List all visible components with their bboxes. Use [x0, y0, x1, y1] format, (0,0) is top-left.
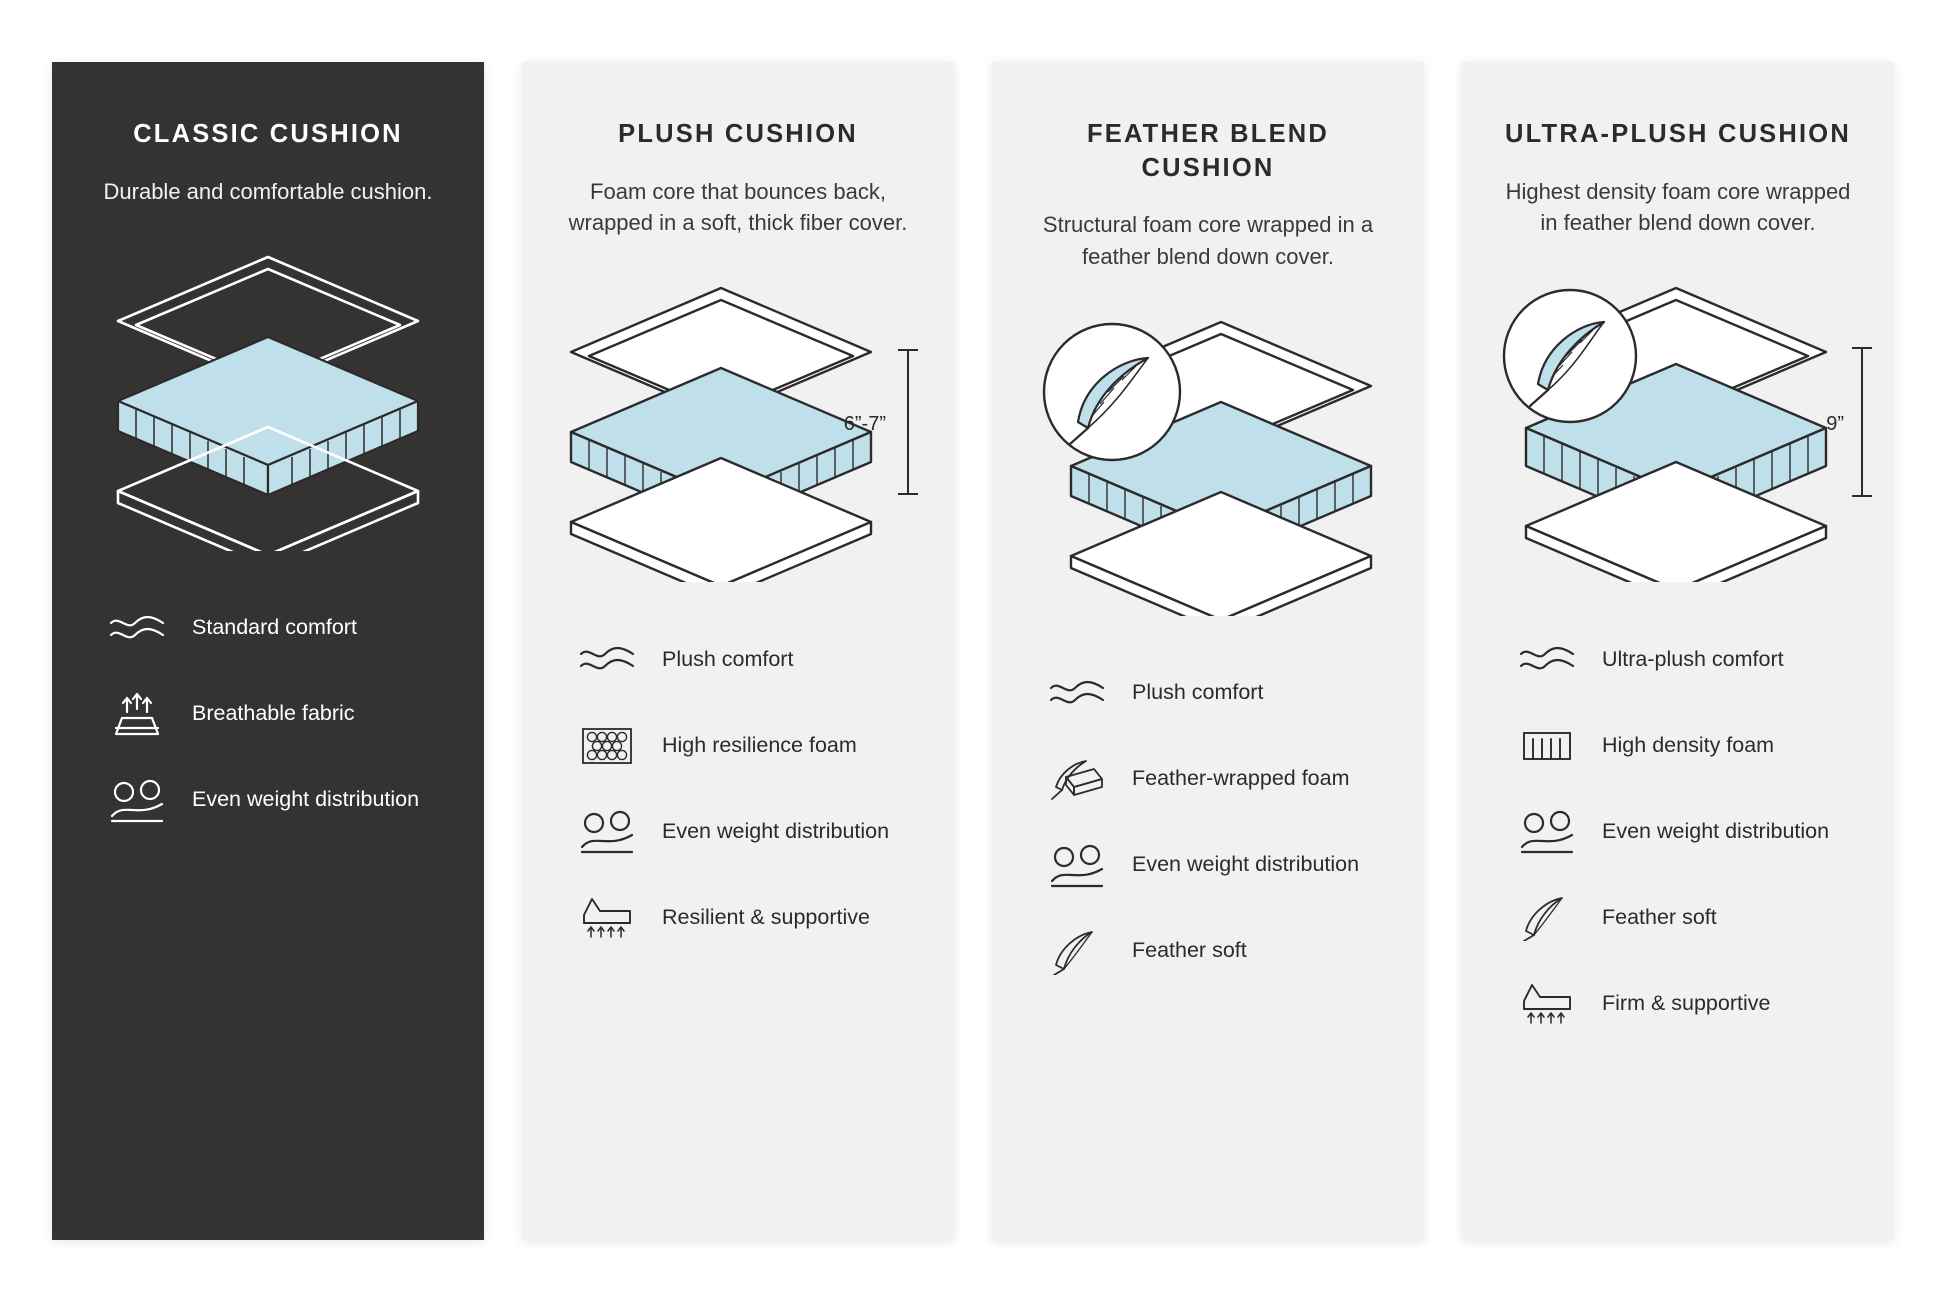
card-title: CLASSIC CUSHION — [133, 120, 403, 148]
cushion-illustration-feather-blend — [1026, 306, 1390, 636]
card-description: Structural foam core wrapped in a feather blend down cover. — [1042, 212, 1374, 269]
card-feather-blend-cushion[interactable] — [992, 62, 1424, 1240]
feature-item — [1048, 834, 1382, 896]
feature-item — [1518, 714, 1852, 776]
card-description: Durable and comfortable cushion. — [103, 178, 433, 204]
features-list — [1026, 662, 1390, 982]
feature-label: Plush comfort — [1132, 680, 1264, 705]
wave-icon — [1518, 634, 1580, 684]
cushion-illustration-classic — [86, 241, 450, 571]
cushion-illustration-plush — [556, 272, 920, 602]
supportive-chair-icon — [1518, 978, 1580, 1028]
feature-item — [1518, 886, 1852, 948]
feature-item — [1048, 748, 1382, 810]
wave-icon — [108, 603, 170, 653]
card-ultra-plush-cushion[interactable] — [1462, 62, 1894, 1240]
feature-label: Breathable fabric — [192, 701, 355, 726]
feature-item — [1048, 920, 1382, 982]
card-plush-cushion[interactable] — [522, 62, 954, 1240]
card-classic-cushion[interactable] — [52, 62, 484, 1240]
feature-label: Even weight distribution — [662, 818, 890, 843]
feature-item — [1518, 972, 1852, 1034]
exploded-cushion-svg — [1026, 306, 1416, 616]
wave-icon — [1048, 668, 1110, 718]
feature-label: High resilience foam — [662, 732, 857, 757]
exploded-cushion-svg — [88, 241, 448, 551]
even-weight-icon — [108, 775, 170, 825]
feature-label: Even weight distribution — [1602, 818, 1830, 843]
even-weight-icon — [1048, 840, 1110, 890]
card-title: PLUSH CUSHION — [618, 120, 858, 148]
feature-label: Feather soft — [1132, 938, 1247, 963]
feature-item — [578, 714, 912, 776]
feature-item — [108, 769, 442, 831]
feature-item — [1518, 628, 1852, 690]
feature-item — [578, 628, 912, 690]
features-list — [1496, 628, 1860, 1034]
feature-item — [108, 683, 442, 745]
breathable-fabric-icon — [108, 689, 170, 739]
feature-label: Firm & supportive — [1602, 990, 1771, 1015]
feature-item — [108, 597, 442, 659]
feather-badge — [1504, 290, 1636, 422]
feature-label: Even weight distribution — [192, 787, 420, 812]
feature-label: Feather-wrapped foam — [1132, 766, 1350, 791]
card-description: Highest density foam core wrapped in feather blend down cover. — [1505, 178, 1851, 235]
exploded-cushion-svg — [1496, 272, 1886, 582]
dimension-label: 9” — [1826, 413, 1844, 436]
even-weight-icon — [1518, 806, 1580, 856]
feature-label: Even weight distribution — [1132, 852, 1360, 877]
feather-icon — [1518, 892, 1580, 942]
feature-item — [1518, 800, 1852, 862]
feature-label: Ultra-plush comfort — [1602, 646, 1784, 671]
feather-icon — [1048, 926, 1110, 976]
cushion-illustration-ultra-plush — [1496, 272, 1860, 602]
feature-label: High density foam — [1602, 732, 1775, 757]
feature-item — [578, 800, 912, 862]
feature-label: Resilient & supportive — [662, 904, 870, 929]
feature-label: Feather soft — [1602, 904, 1717, 929]
exploded-cushion-svg — [556, 272, 946, 582]
card-title: ULTRA-PLUSH CUSHION — [1505, 120, 1851, 148]
dimension-label: 6”-7” — [843, 413, 886, 436]
supportive-chair-icon — [578, 892, 640, 942]
feature-label: Plush comfort — [662, 646, 794, 671]
feature-item — [1048, 662, 1382, 724]
feature-label: Standard comfort — [192, 615, 357, 640]
wave-icon — [578, 634, 640, 684]
features-list — [86, 597, 450, 831]
card-description: Foam core that bounces back, wrapped in a soft, thick fiber cover. — [568, 178, 908, 235]
even-weight-icon — [578, 806, 640, 856]
density-foam-icon — [1518, 720, 1580, 770]
card-title: FEATHER BLEND CUSHION — [1086, 120, 1330, 182]
features-list — [556, 628, 920, 948]
feather-badge — [1044, 324, 1180, 460]
feature-item — [578, 886, 912, 948]
honeycomb-foam-icon — [578, 720, 640, 770]
feather-wrapped-foam-icon — [1048, 754, 1110, 804]
